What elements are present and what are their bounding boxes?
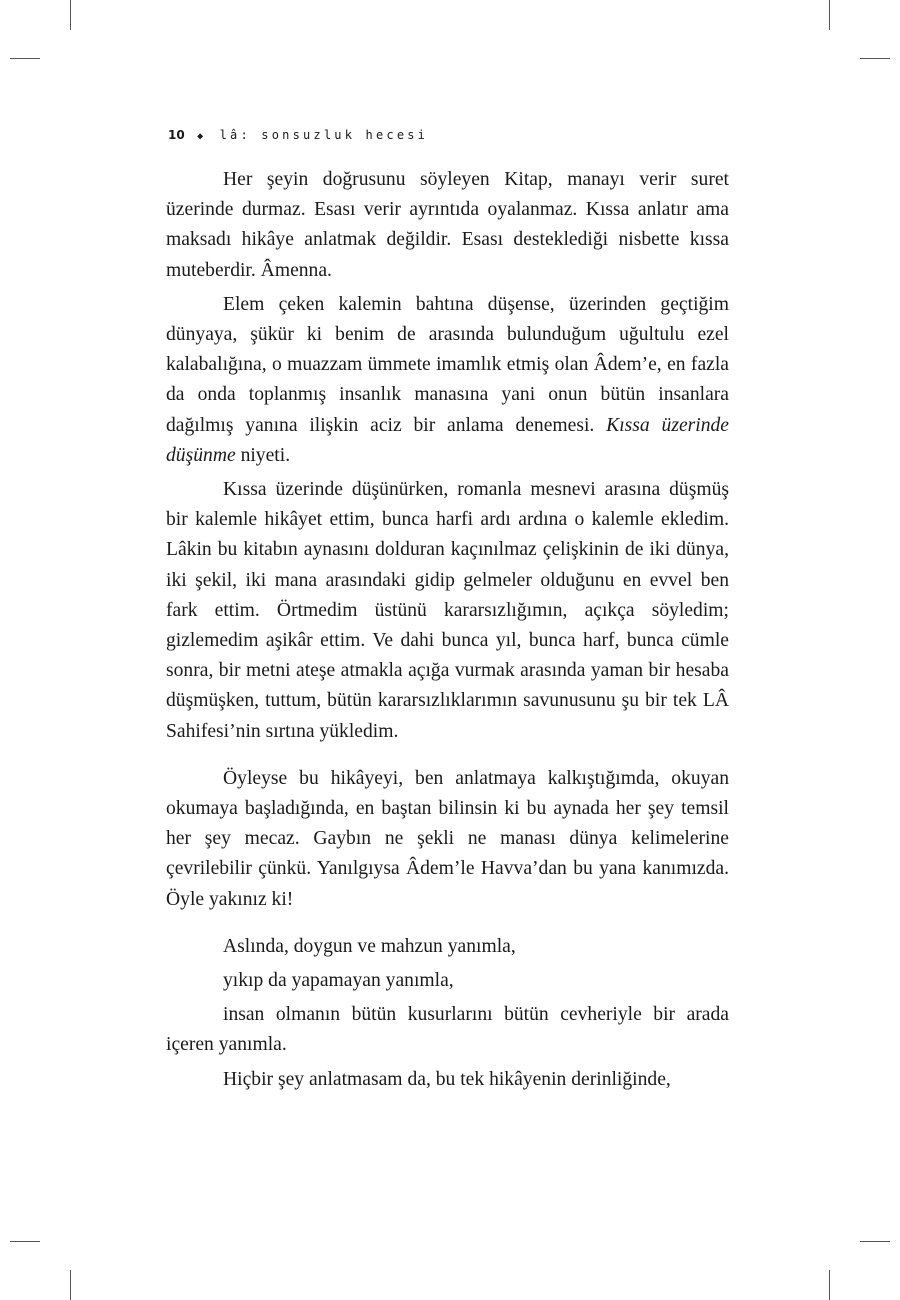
body-text <box>166 165 729 1095</box>
crop-mark-right-top <box>860 58 890 59</box>
verse-line-1: Aslında, doygun ve mahzun yanımla, <box>223 935 516 957</box>
crop-mark-top-left <box>70 0 71 30</box>
crop-mark-left-bottom <box>10 1241 40 1242</box>
paragraph-2-text: Elem çeken kalemin bahtına düşense, üzerinden geçtiğim dünyaya, şükür ki benim de arasında bulunduğum uğultulu ezel kalabalığına, o muazzam ümmete imamlık etmiş olan Âdem’e, en fazla da onda toplanmış insanlık manasına yani onun bütün insanlara dağılmış yanına ilişkin aciz bir anlama denemesi. <box>166 293 729 436</box>
paragraph-3: Kıssa üzerinde düşünürken, romanla mesnevi arasına düşmüş bir kalemle hikâyet ettim, bunca harfi ardı ardına o kalemle ekledim. Lâkin bu kitabın aynasını dolduran kaçınılmaz çelişkinin de iki dünya, iki şekil, iki mana arasındaki gidip gelmeler olduğunu en evvel ben fark ettim. Örtmedim üstünü kararsızlığımın, açıkça söyledim; gizlemedim aşikâr ettim. Ve dahi bunca yıl, bunca harf, bunca cümle sonra, bir metni ateşe atmakla açığa vurmak arasında yaman bir hesaba düşmüşken, tuttum, bütün kararsızlıklarımın savunusunu şu bir tek LÂ Sahifesi’nin sırtına yükledim. <box>166 479 729 742</box>
paragraph-2 <box>166 290 729 471</box>
italic-phrase: Kıssa üzerinde düşünme <box>166 414 730 466</box>
page-number: 10 <box>168 128 185 142</box>
paragraph-4: Öyleyse bu hikâyeyi, ben anlatmaya kalkıştığımda, okuyan okumaya başladığında, en baştan bilinsin ki bu aynada her şey temsil her şey mecaz. Gaybın ne şekli ne manası dünya kelimelerine çevrilebilir çünkü. Yanılgıysa Âdem’le Havva’dan bu yana kanımızda. Öyle yakınız ki! <box>166 767 729 910</box>
paragraph-2-tail: niyeti. <box>235 444 291 466</box>
verse-line-4: Hiçbir şey anlatmasam da, bu tek hikâyenin derinliğinde, <box>223 1068 671 1090</box>
running-title: lâ: sonsuzluk hecesi <box>219 128 429 142</box>
running-header <box>168 128 428 142</box>
verse-line-3: insan olmanın bütün kusurlarını bütün cevheriyle bir arada içeren yanımla. <box>166 1004 729 1056</box>
crop-mark-bottom-left <box>70 1270 71 1300</box>
crop-mark-bottom-right <box>829 1270 830 1300</box>
verse-line-2: yıkıp da yapamayan yanımla, <box>223 970 454 992</box>
crop-mark-left-top <box>10 58 40 59</box>
paragraph-1: Her şeyin doğrusunu söyleyen Kitap, manayı verir suret üzerinde durmaz. Esası verir ayrıntıda oyalanmaz. Kıssa anlatır ama maksadı hikâye anlatmak değildir. Esası desteklediği nisbette kıssa muteberdir. Âmenna. <box>166 169 729 281</box>
crop-mark-right-bottom <box>860 1241 890 1242</box>
crop-mark-top-right <box>829 0 830 30</box>
diamond-separator: ◆ <box>197 131 204 142</box>
